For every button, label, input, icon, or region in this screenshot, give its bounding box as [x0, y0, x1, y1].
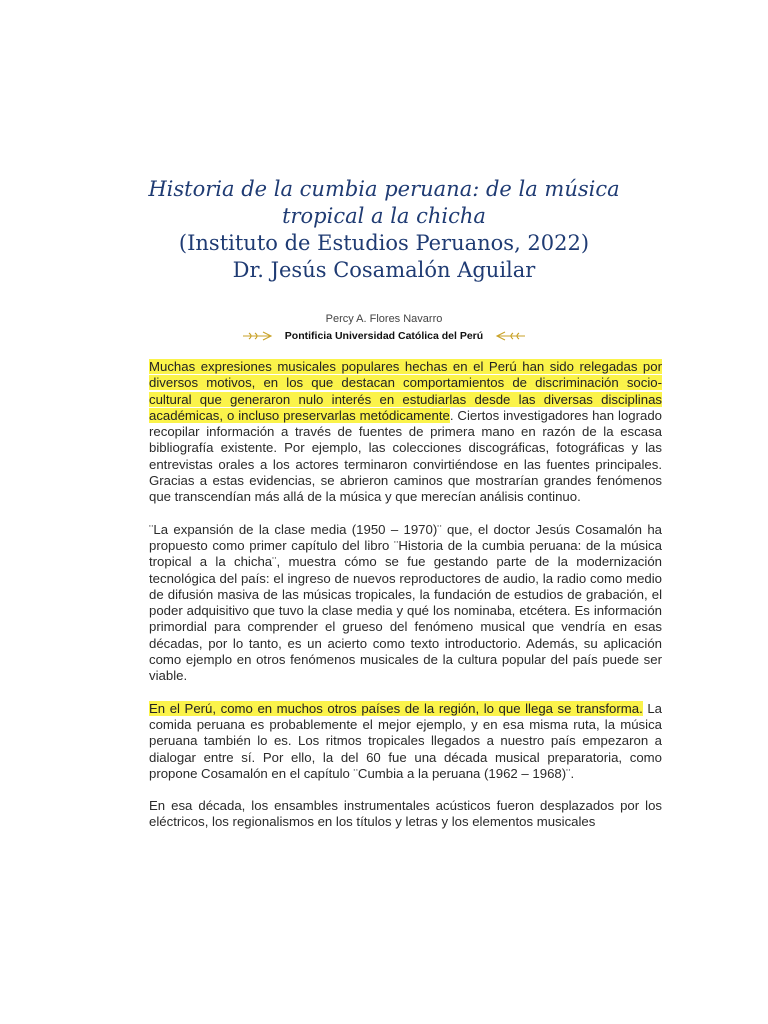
- paragraph-text: . Ciertos investigadores han logrado recopilar información a través de fuentes de primera mano en razón de la escasa bibliografía existente. Por ejemplo, las colecciones discográficas, fotográficas y las entrevistas orales a los actores terminaron convirtiéndose en las fuentes principales. Gracias a estas evidencias, se abrieron caminos que mostrarían grandes fenómenos que transcendían más allá de la música y que merecían análisis continuo.: [149, 407, 663, 505]
- document-title: [0, 176, 768, 284]
- paragraph-1: [149, 359, 662, 506]
- left-ornament-icon: [241, 329, 275, 343]
- right-ornament-icon: [493, 329, 527, 343]
- title-line-2: tropical a la chicha: [282, 204, 486, 228]
- highlighted-text: Muchas expresiones musicales populares hechas en el Perú han sido relegadas por diversos motivos, en los que destacan comportamientos de discriminación socio-cultural que generaron nulo interés en estudiarlas desde las diversas disciplinas académicas, o incluso preservarlas metódicamente: [149, 359, 662, 423]
- paragraph-text: ¨La expansión de la clase media (1950 – 1970)¨ que, el doctor Jesús Cosamalón ha propuesto como primer capítulo del libro ¨Historia de la cumbia peruana: de la música tropical a la chicha¨, muestra cómo se fue gestando parte de la modernización tecnológica del país: el ingreso de nuevos reproductores de audio, la radio como medio de difusión masiva de las músicas tropicales, la fundación de estudios de grabación, el poder adquisitivo que tuvo la clase media y qué los nominaba, etcétera. Es información primordial para comprender el grueso del fenómeno musical que vendría en esas décadas, por lo tanto, es un acierto como texto introductorio. Además, su aplicación como ejemplo en otros fenómenos musicales de la cultura popular del país puede ser viable.: [149, 521, 662, 684]
- affiliation-row: [0, 328, 768, 344]
- paragraph-text: En esa década, los ensambles instrumentales acústicos fueron desplazados por los eléctricos, los regionalismos en los títulos y letras y los elementos musicales: [149, 798, 662, 830]
- paragraph-3: [149, 701, 662, 782]
- title-line-3: (Instituto de Estudios Peruanos, 2022): [178, 231, 590, 255]
- body-text: [149, 359, 662, 847]
- paragraph-4: [149, 798, 662, 831]
- highlighted-text: En el Perú, como en muchos otros países de la región, lo que llega se transforma.: [149, 700, 643, 716]
- author-name: Percy A. Flores Navarro: [325, 313, 443, 325]
- paragraph-text: La comida peruana es probablemente el mejor ejemplo, y en esa misma ruta, la música peruana también lo es. Los ritmos tropicales llegados a nuestro país empezaron a dialogar entre sí. Por ello, la del 60 fue una década musical preparatoria, como propone Cosamalón en el capítulo ¨Cumbia a la peruana (1962 – 1968)¨.: [149, 700, 662, 781]
- affiliation: Pontificia Universidad Católica del Perú: [284, 330, 484, 342]
- title-line-4: Dr. Jesús Cosamalón Aguilar: [232, 258, 536, 282]
- title-line-1: Historia de la cumbia peruana: de la música: [148, 177, 620, 201]
- paragraph-2: [149, 522, 662, 685]
